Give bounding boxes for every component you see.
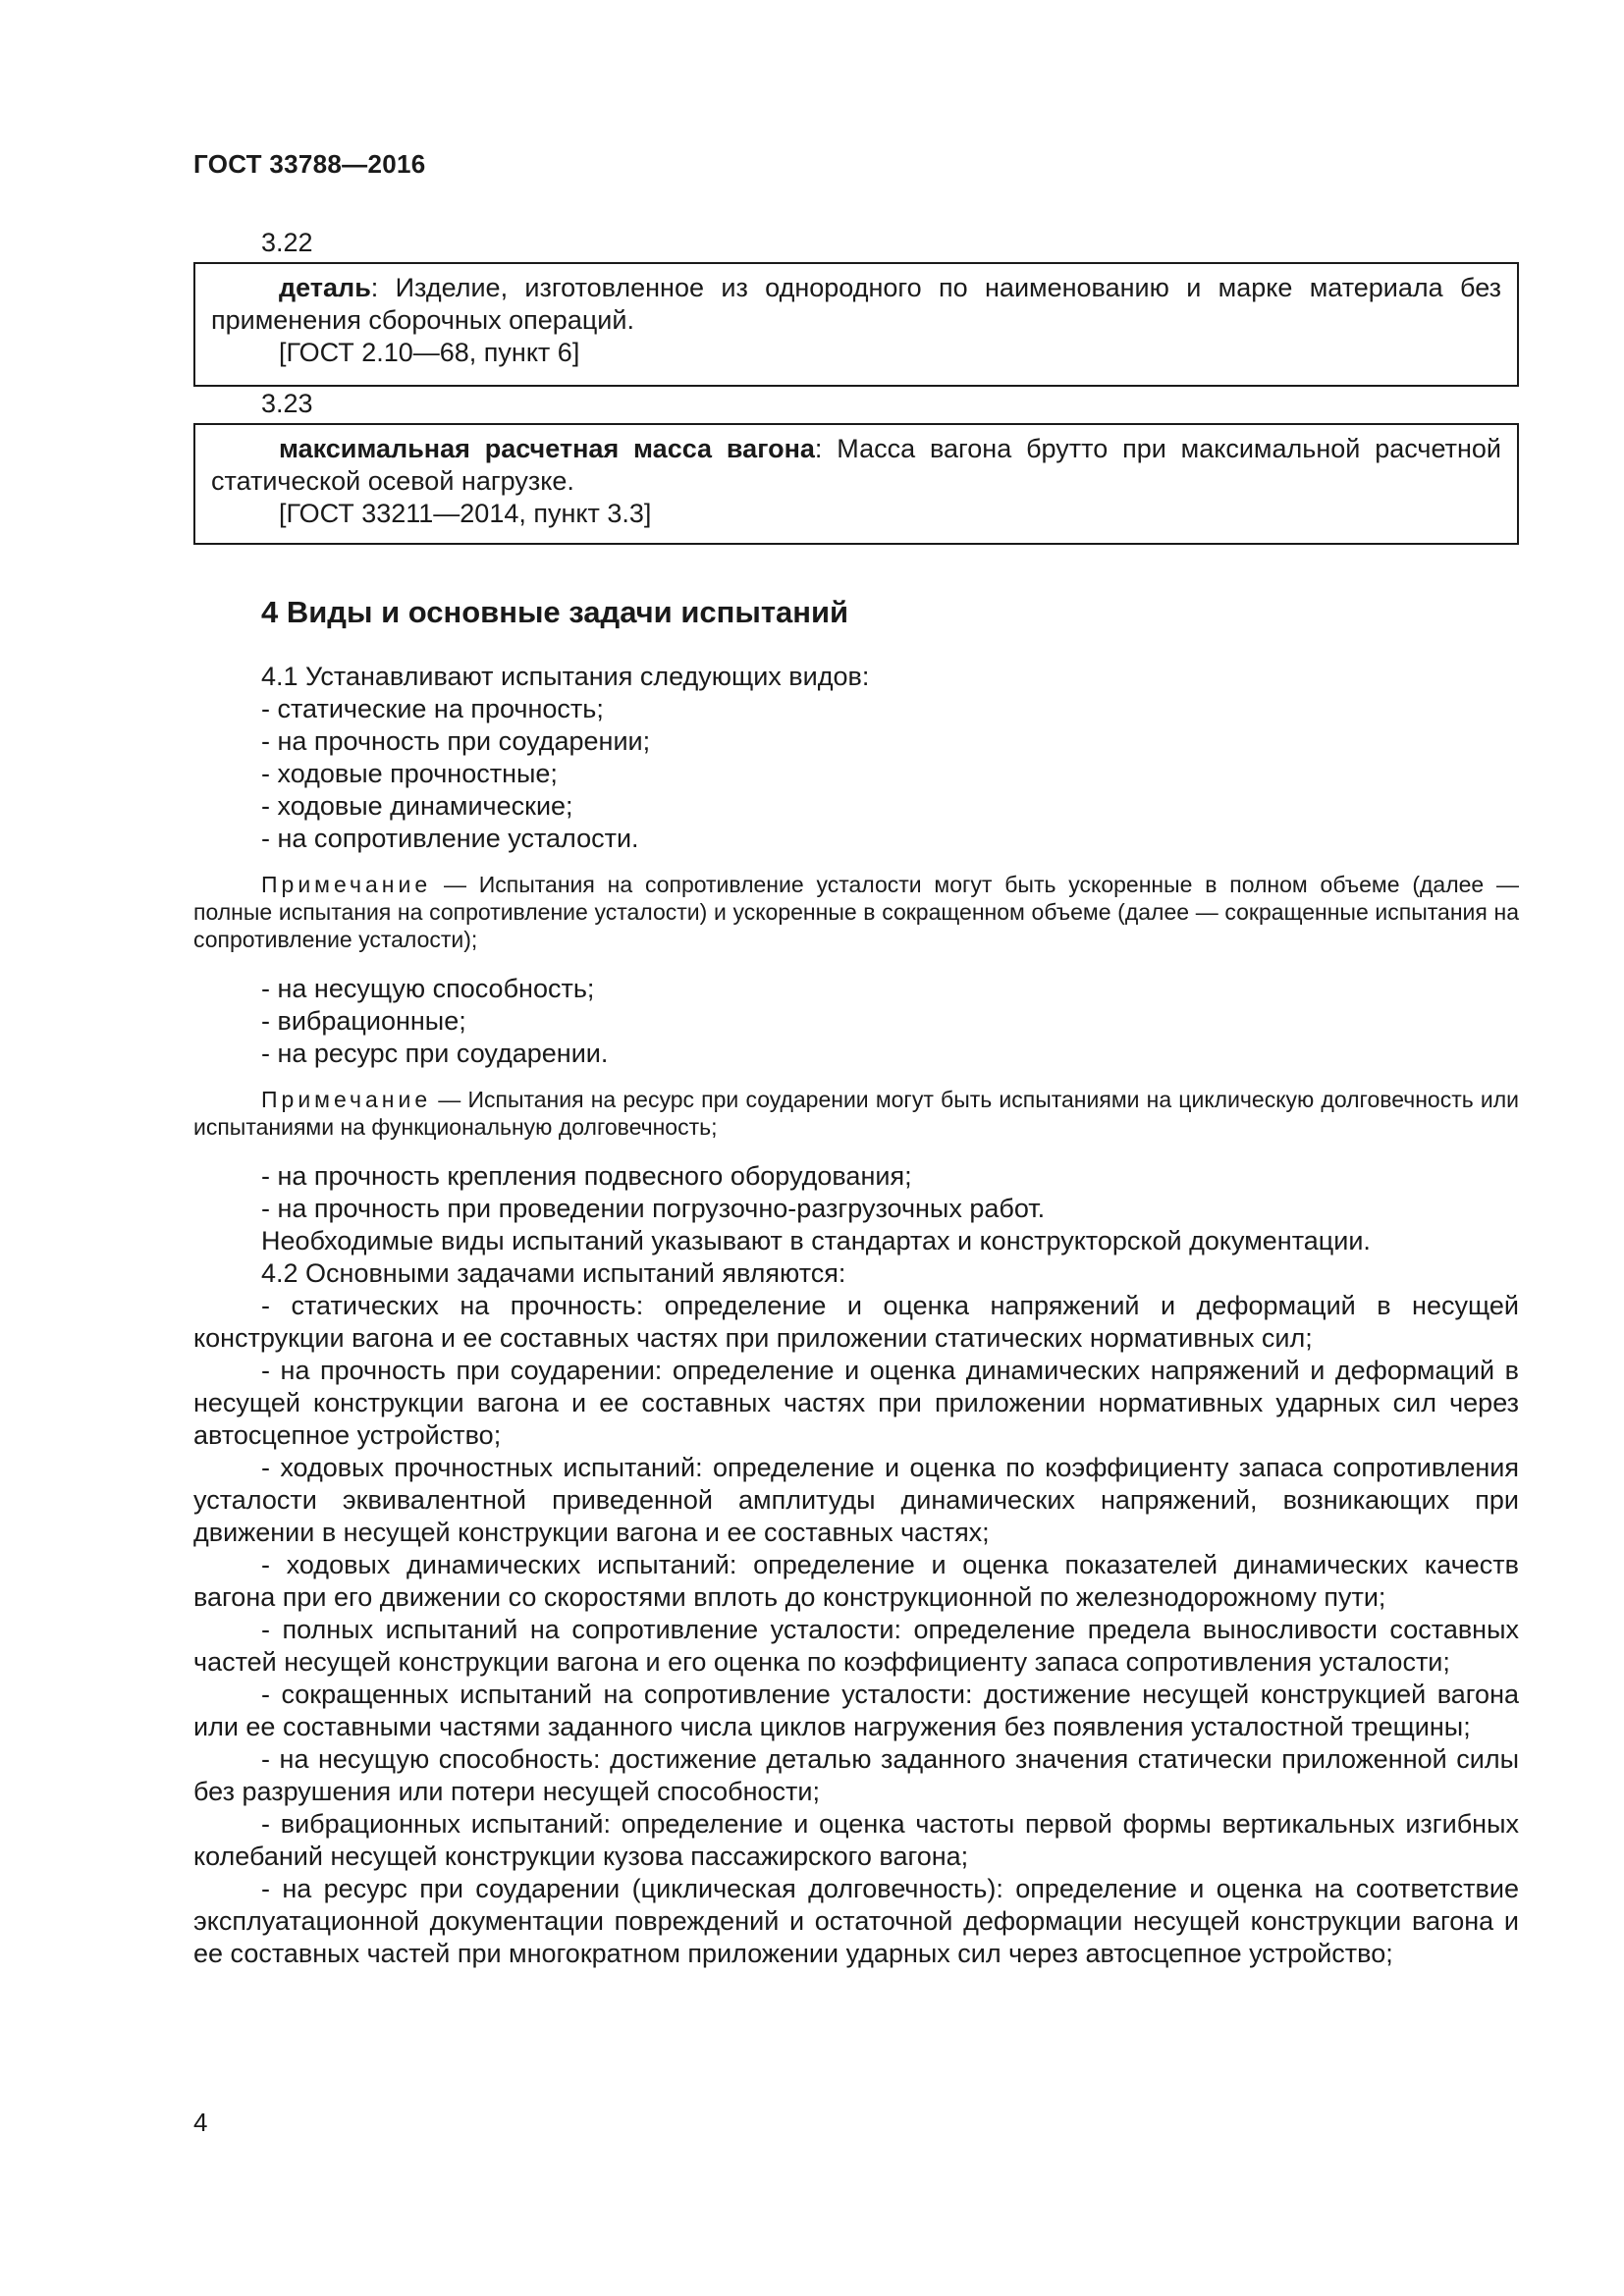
section-body — [193, 661, 1519, 1970]
task-item: - статических на прочность: определение и оценка напряжений и деформаций в несущей конструкции вагона и ее составных частях при приложении статических нормативных сил; — [193, 1291, 1519, 1353]
term-name: деталь — [279, 273, 371, 302]
list-item: - на несущую способность; — [261, 974, 595, 1003]
task-item: - ходовых прочностных испытаний: определение и оценка по коэффициенту запаса сопротивления усталости эквивалентной приведенной амплитуды динамических напряжений, возникающих при движении в несущей конструкции вагона и ее составных частях; — [193, 1453, 1519, 1547]
list-item: - на прочность крепления подвесного оборудования; — [261, 1161, 912, 1191]
list-item: - на сопротивление усталости. — [261, 824, 639, 853]
note-text: — Испытания на ресурс при соударении могут быть испытаниями на циклическую долговечность или испытаниями на функциональную долговечность; — [193, 1087, 1519, 1140]
note-text: — Испытания на сопротивление усталости могут быть ускоренные в полном объеме (далее — полные испытания на сопротивление усталости) и ускоренные в сокращенном объеме (далее — сокращенные испытания на сопротивление усталости); — [193, 872, 1519, 952]
task-item: - на прочность при соударении: определение и оценка динамических напряжений и деформаций в несущей конструкции вагона и ее составных частях при приложении нормативных ударных сил через автосцепное устройство; — [193, 1356, 1519, 1450]
list-item: - на прочность при проведении погрузочно-разгрузочных работ. — [261, 1194, 1046, 1223]
term-source: [ГОСТ 33211—2014, пункт 3.3] — [279, 499, 652, 528]
term-definition — [211, 433, 1501, 498]
note-label: Примечание — [261, 1087, 432, 1112]
list-item: - вибрационные; — [261, 1006, 466, 1036]
term-box — [193, 423, 1519, 545]
paragraph: 4.2 Основными задачами испытаний являются: — [261, 1258, 846, 1288]
term-source: [ГОСТ 2.10—68, пункт 6] — [279, 338, 580, 367]
list-item: - статические на прочность; — [261, 694, 604, 723]
task-item: - на несущую способность: достижение деталью заданного значения статически приложенной силы без разрушения или потери несущей способности; — [193, 1744, 1519, 1806]
paragraph: Необходимые виды испытаний указывают в стандартах и конструкторской документации. — [261, 1226, 1371, 1255]
list-item: - ходовые прочностные; — [261, 759, 558, 788]
term-definition — [211, 272, 1501, 337]
note — [193, 871, 1519, 953]
task-item: - сокращенных испытаний на сопротивление усталости: достижение несущей конструкцией вагона или ее составными частями заданного числа циклов нагружения без появления усталостной трещины; — [193, 1680, 1519, 1741]
task-item: - вибрационных испытаний: определение и оценка частоты первой формы вертикальных изгибных колебаний несущей конструкции кузова пассажирского вагона; — [193, 1809, 1519, 1871]
term-text: : Изделие, изготовленное из однородного по наименованию и марке материала без применения сборочных операций. — [211, 273, 1501, 335]
task-item: - ходовых динамических испытаний: определение и оценка показателей динамических качеств вагона при его движении со скоростями вплоть до конструкционной по железнодорожному пути; — [193, 1550, 1519, 1612]
list-item: - ходовые динамические; — [261, 791, 573, 821]
note-label: Примечание — [261, 872, 432, 897]
task-item: - на ресурс при соударении (циклическая долговечность): определение и оценка на соответствие эксплуатационной документации повреждений и остаточной деформации несущей конструкции вагона и ее составных частей при многократном приложении ударных сил через автосцепное устройство; — [193, 1874, 1519, 1968]
section-title: 4 Виды и основные задачи испытаний — [261, 595, 849, 629]
term-number: 3.23 — [261, 389, 313, 418]
list-item: - на прочность при соударении; — [261, 726, 651, 756]
term-text: : Масса вагона брутто при максимальной расчетной статической осевой нагрузке. — [211, 434, 1501, 496]
term-name: максимальная расчетная масса вагона — [279, 434, 815, 463]
document-header: ГОСТ 33788—2016 — [193, 149, 426, 179]
page-number: 4 — [193, 2108, 208, 2137]
term-number: 3.22 — [261, 228, 313, 257]
paragraph: 4.1 Устанавливают испытания следующих видов: — [261, 662, 870, 691]
term-box — [193, 262, 1519, 387]
list-item: - на ресурс при соударении. — [261, 1039, 609, 1068]
task-item: - полных испытаний на сопротивление усталости: определение предела выносливости составных частей несущей конструкции вагона и его оценка по коэффициенту запаса сопротивления усталости; — [193, 1615, 1519, 1677]
note — [193, 1086, 1519, 1141]
